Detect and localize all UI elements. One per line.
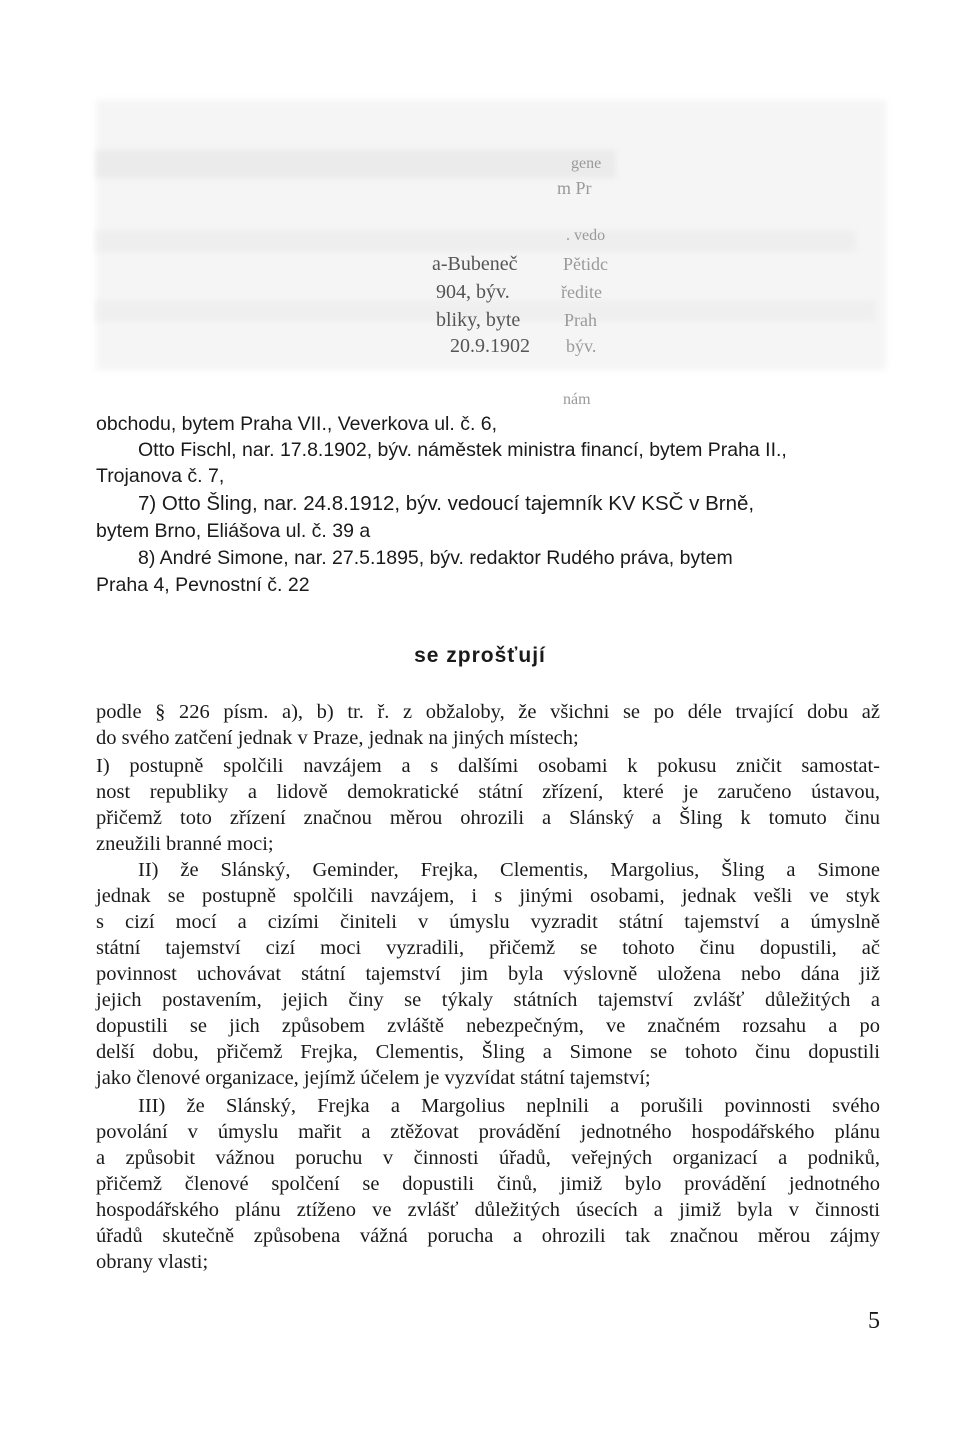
ghost-fragment: Prah xyxy=(564,310,597,330)
paragraph-line: III) že Slánský, Frejka a Margolius neplnili a porušili povinnosti svého xyxy=(138,1095,880,1117)
paragraph-line: a způsobit vážnou poruchu v činnosti úřadů, veřejných organizací a podniků, xyxy=(96,1147,880,1169)
paragraph-line: úřadů skutečně způsobena vážná porucha a ohrozili tak značnou měrou zájmy xyxy=(96,1225,880,1247)
ghost-fragment: býv. xyxy=(566,336,597,356)
ghost-fragment: gene xyxy=(571,155,602,172)
ghost-fragment: . vedo xyxy=(566,227,606,244)
faded-region-band xyxy=(96,150,616,178)
paragraph-line: zneužili branné moci; xyxy=(96,833,274,855)
paragraph-line: dopustili se jich způsobem zvláště nebezpečným, ve značném rozsahu a po xyxy=(96,1015,880,1037)
paragraph-line: státní tajemství cizí moci vyzradili, přičemž se tohoto činu dopustili, ač xyxy=(96,937,880,959)
text-line: 8) André Simone, nar. 27.5.1895, býv. redaktor Rudého práva, bytem xyxy=(138,547,733,569)
paragraph-line: přičemž členové spolčení se dopustili činů, jimiž bylo provádění jednotného xyxy=(96,1173,880,1195)
paragraph-line: delší dobu, přičemž Frejka, Clementis, Šling a Simone se tohoto činu dopustili xyxy=(96,1041,880,1063)
paragraph-line: jejich postavením, jejich činy se týkaly státních tajemství zvlášť důležitých a xyxy=(96,989,880,1011)
ghost-fragment: m Pr xyxy=(557,178,592,198)
faded-region-band xyxy=(96,230,856,252)
paragraph-line: do svého zatčení jednak v Praze, jednak na jiných místech; xyxy=(96,727,579,749)
paragraph-line: obrany vlasti; xyxy=(96,1251,209,1273)
paragraph-line: přičemž toto zřízení značnou měrou ohrozili a Slánský a Šling k tomuto činu xyxy=(96,807,880,829)
text-line: bytem Brno, Eliášova ul. č. 39 a xyxy=(96,520,371,542)
paragraph-line: hospodářského plánu ztíženo ve zvlášť důležitých úsecích a jimiž byla v činnosti xyxy=(96,1199,880,1221)
text-line: Trojanova č. 7, xyxy=(96,465,225,487)
text-line: Otto Fischl, nar. 17.8.1902, býv. náměstek ministra financí, bytem Praha II., xyxy=(138,439,787,461)
paragraph-line: povolání v úmyslu mařit a ztěžovat provádění jednotného hospodářského plánu xyxy=(96,1121,880,1143)
paragraph-line: podle § 226 písm. a), b) tr. ř. z obžaloby, že všichni se po déle trvající dobu až xyxy=(96,701,880,723)
section-heading: se zprošťují xyxy=(414,644,546,667)
ghost-fragment: Pětidc xyxy=(563,254,608,274)
paragraph-line: s cizí mocí a cizími činiteli v úmyslu vyzradit státní tajemství a úmyslně xyxy=(96,911,880,933)
paragraph-line: I) postupně spolčili navzájem a s dalšími osobami k pokusu zničit samostat- xyxy=(96,755,880,777)
ghost-fragment: 20.9.1902 xyxy=(450,335,530,357)
paragraph-line: II) že Slánský, Geminder, Frejka, Clementis, Margolius, Šling a Simone xyxy=(138,859,880,881)
ghost-fragment: 904, býv. xyxy=(436,281,510,303)
text-line: obchodu, bytem Praha VII., Veverkova ul. č. 6, xyxy=(96,413,498,435)
text-line: Praha 4, Pevnostní č. 22 xyxy=(96,574,310,596)
paragraph-line: nost republiky a lidově demokratické státní zřízení, které je zaručeno ústavou, xyxy=(96,781,880,803)
ghost-fragment: a-Bubeneč xyxy=(432,253,518,275)
page-number: 5 xyxy=(868,1308,880,1334)
ghost-fragment: bliky, byte xyxy=(436,309,521,331)
paragraph-line: jako členové organizace, jejímž účelem je vyzvídat státní tajemství; xyxy=(96,1067,651,1089)
paragraph-line: jednak se postupně spolčili navzájem, i s jinými osobami, jednak vešli ve styk xyxy=(96,885,880,907)
text-line: 7) Otto Šling, nar. 24.8.1912, býv. vedoucí tajemník KV KSČ v Brně, xyxy=(138,492,755,515)
ghost-fragment: nám xyxy=(563,391,591,408)
ghost-fragment: ředite xyxy=(561,282,602,302)
paragraph-line: povinnost uchovávat státní tajemství jim byla výslovně uložena nebo dána již xyxy=(96,963,880,985)
